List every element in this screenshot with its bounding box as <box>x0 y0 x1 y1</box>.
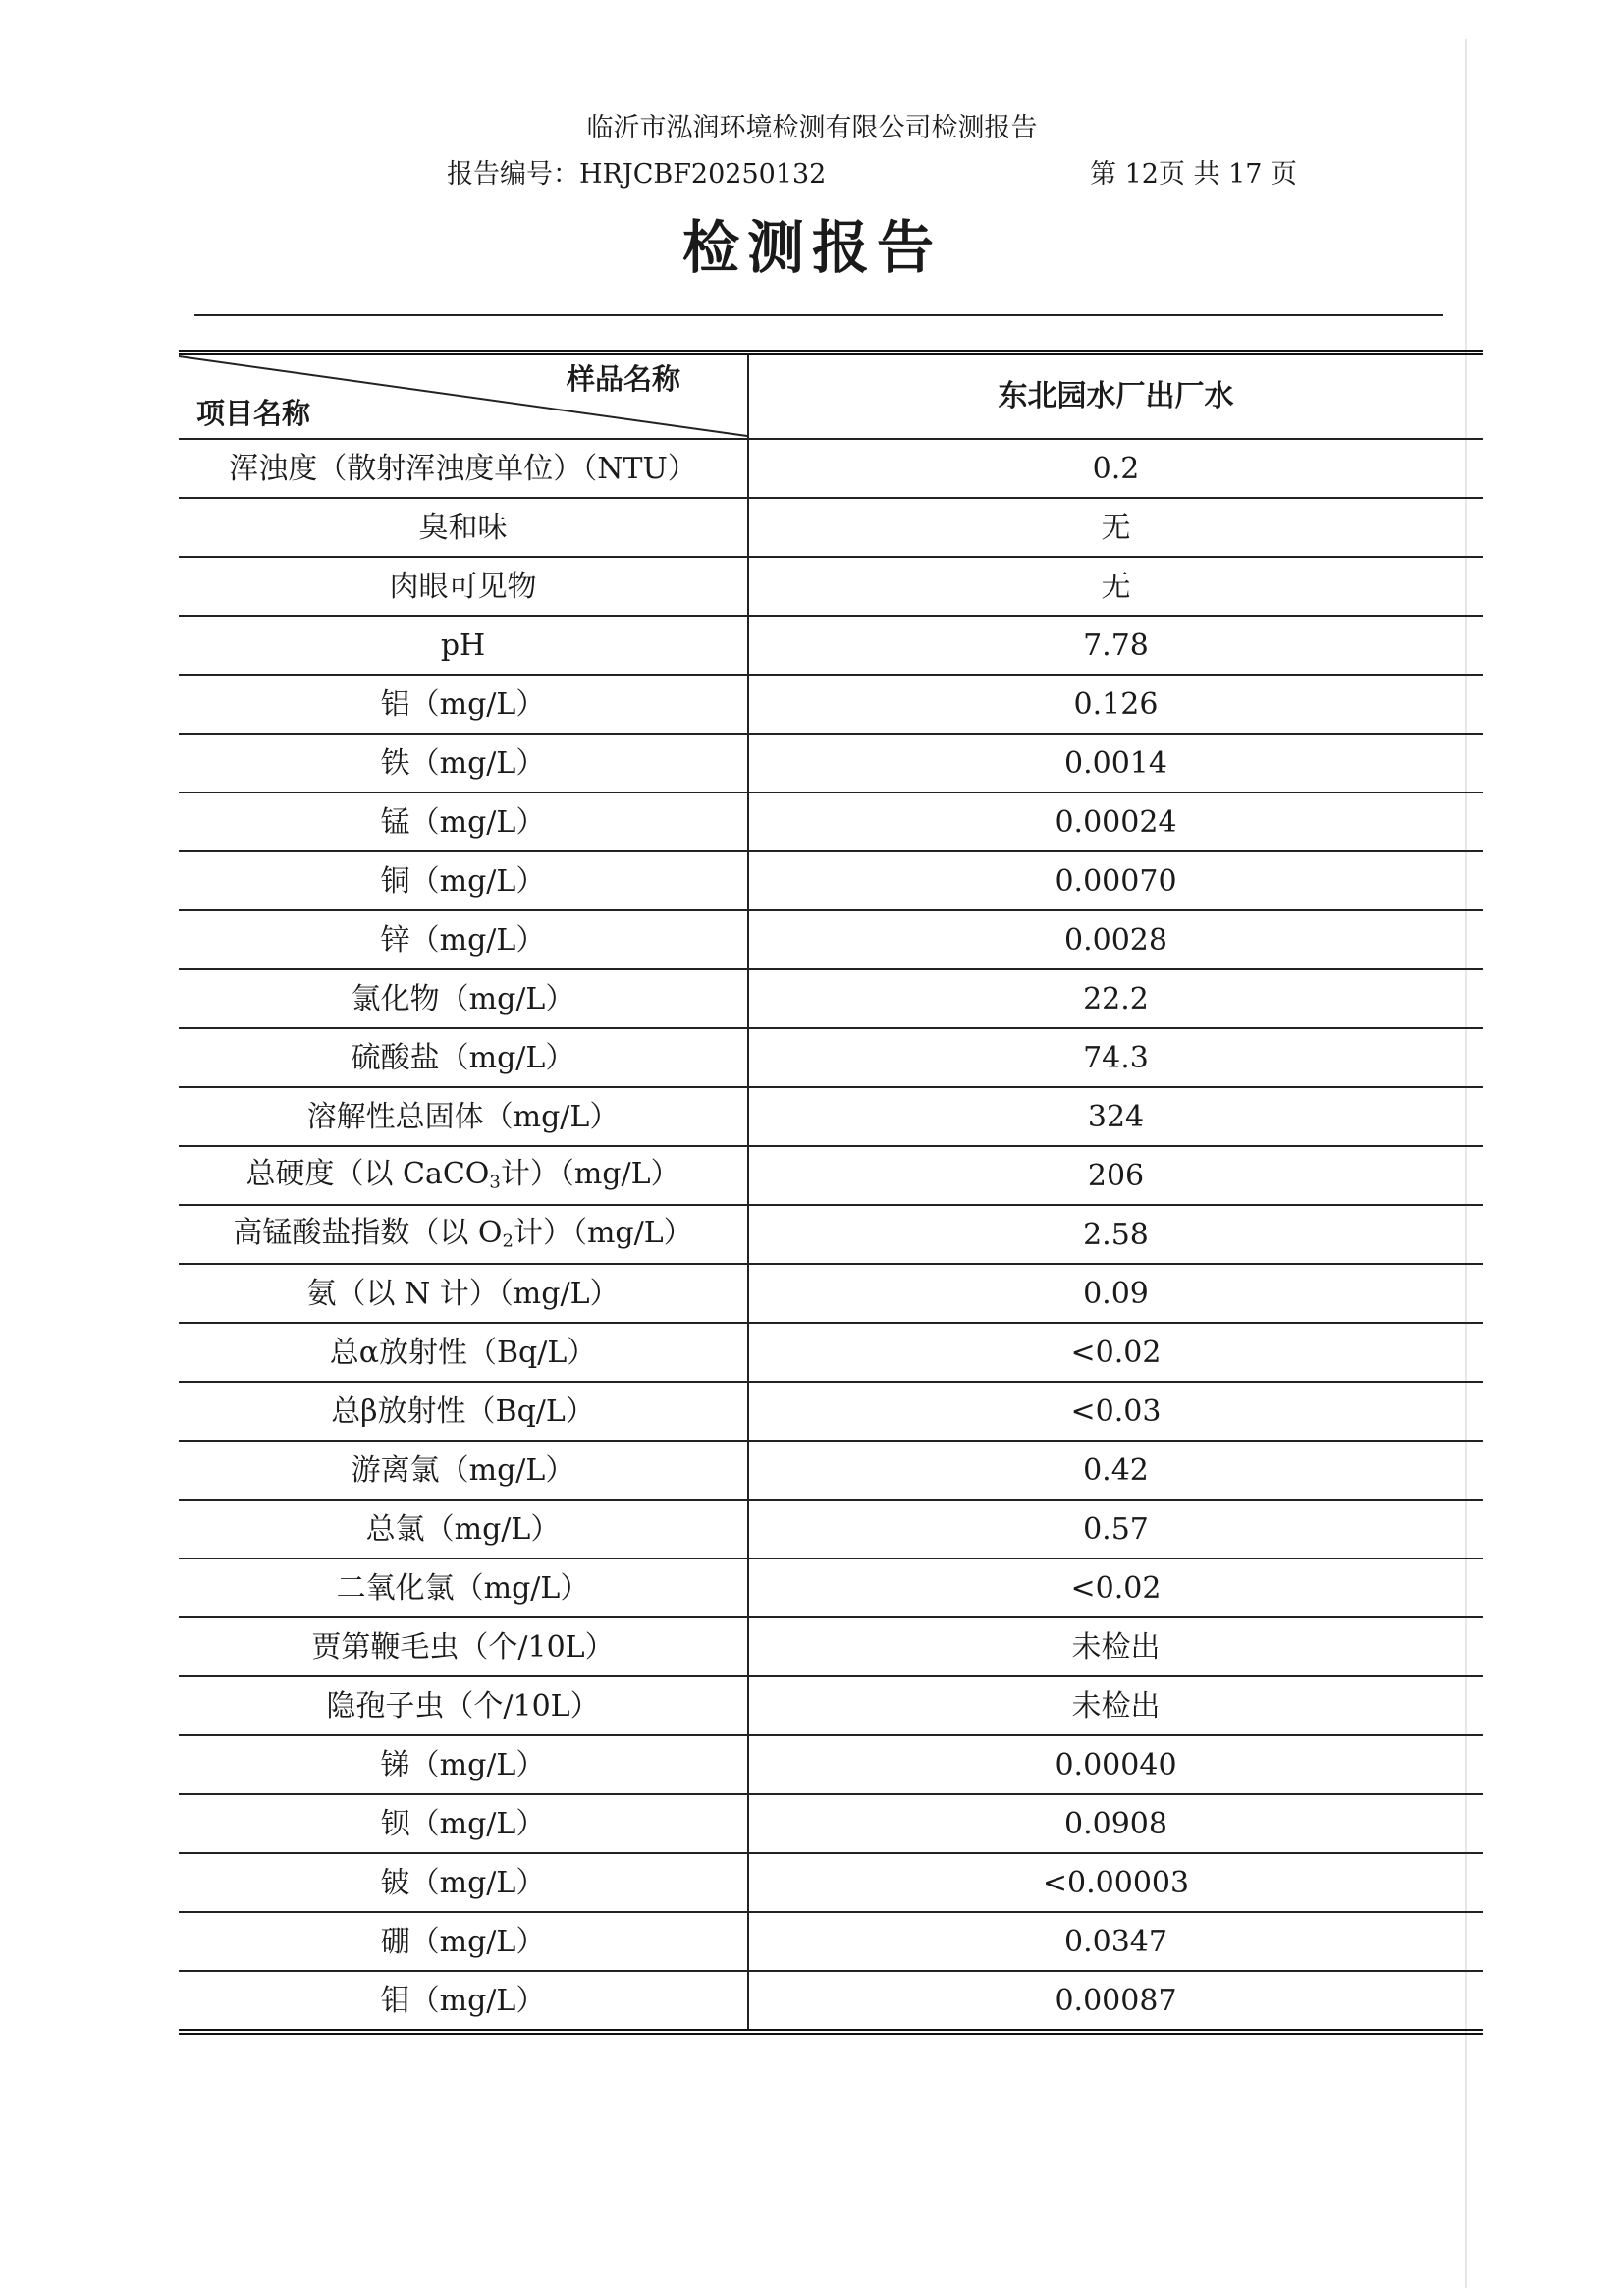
item-name-cell: 氨（以 N 计）（mg/L） <box>179 1264 748 1323</box>
header-divider <box>194 314 1443 316</box>
item-name-cell: 游离氯（mg/L） <box>179 1441 748 1500</box>
table-row <box>179 1323 1483 1382</box>
item-name-cell: 硼（mg/L） <box>179 1912 748 1971</box>
result-value-cell: 0.126 <box>748 675 1483 734</box>
result-value-cell: <0.03 <box>748 1382 1483 1441</box>
item-name-cell: 总氯（mg/L） <box>179 1500 748 1558</box>
result-value-cell: 0.0028 <box>748 910 1483 969</box>
item-name-cell: 铝（mg/L） <box>179 675 748 734</box>
item-name-cell: 氯化物（mg/L） <box>179 969 748 1028</box>
table-row <box>179 1087 1483 1146</box>
table-row <box>179 1441 1483 1500</box>
sample-column-header <box>748 353 1483 440</box>
table-row <box>179 557 1483 616</box>
table-row <box>179 439 1483 498</box>
result-value-cell: 0.0014 <box>748 734 1483 793</box>
item-name-cell: 钼（mg/L） <box>179 1971 748 2032</box>
table-row <box>179 1853 1483 1912</box>
table-row <box>179 1971 1483 2032</box>
table-row <box>179 1558 1483 1617</box>
result-value-cell: 0.42 <box>748 1441 1483 1500</box>
item-name-part: 高锰酸盐指数（以 O <box>233 1216 503 1251</box>
result-value-cell: 0.0908 <box>748 1794 1483 1853</box>
item-name-cell: 钡（mg/L） <box>179 1794 748 1853</box>
report-number: 报告编号：HRJCBF20250132 <box>447 159 827 190</box>
item-name-cell: 总β放射性（Bq/L） <box>179 1382 748 1441</box>
item-name-cell: 锑（mg/L） <box>179 1735 748 1794</box>
result-value-cell: 未检出 <box>748 1617 1483 1676</box>
result-value-cell: 206 <box>748 1146 1483 1205</box>
table-header-row <box>179 353 1483 440</box>
result-value-cell: 0.09 <box>748 1264 1483 1323</box>
result-value-cell: 0.00070 <box>748 851 1483 910</box>
item-name-cell: 臭和味 <box>179 498 748 557</box>
table-row <box>179 498 1483 557</box>
table-row <box>179 910 1483 969</box>
item-name-subscript: 3 <box>489 1172 501 1193</box>
item-name-cell: 总α放射性（Bq/L） <box>179 1323 748 1382</box>
table-row <box>179 616 1483 675</box>
result-value-cell: 0.00040 <box>748 1735 1483 1794</box>
item-name-part: 计）（mg/L） <box>500 1157 680 1192</box>
result-value-cell: 无 <box>748 557 1483 616</box>
table-row <box>179 851 1483 910</box>
result-value-cell: <0.02 <box>748 1558 1483 1617</box>
result-value-cell: 0.00087 <box>1055 1983 1177 2018</box>
corner-label-item: 项目名称 <box>196 397 311 431</box>
table-row <box>179 969 1483 1028</box>
result-value-cell: 0.2 <box>748 439 1483 498</box>
item-name-cell: 硫酸盐（mg/L） <box>179 1028 748 1087</box>
table-row <box>179 793 1483 851</box>
result-value-cell: 324 <box>748 1087 1483 1146</box>
table-row <box>179 1500 1483 1558</box>
result-value-cell: 0.00024 <box>748 793 1483 851</box>
item-name-cell: 二氧化氯（mg/L） <box>179 1558 748 1617</box>
result-value-cell: 0.0347 <box>748 1912 1483 1971</box>
sample-name: 东北园水厂出厂水 <box>998 379 1234 413</box>
item-name-cell: 锰（mg/L） <box>179 793 748 851</box>
table-row <box>179 1028 1483 1087</box>
document-title: 检测报告 <box>681 214 942 281</box>
item-name-cell: pH <box>179 616 748 675</box>
table-row <box>179 1264 1483 1323</box>
item-name-subscript: 2 <box>502 1230 514 1252</box>
result-value-cell: 74.3 <box>748 1028 1483 1087</box>
table-row <box>179 734 1483 793</box>
item-name-part: 计）（mg/L） <box>513 1216 693 1251</box>
item-name-cell: 溶解性总固体（mg/L） <box>179 1087 748 1146</box>
table-row <box>179 675 1483 734</box>
item-name-cell: 铜（mg/L） <box>179 851 748 910</box>
page-indicator: 第 12页 共 17 页 <box>1090 159 1298 190</box>
item-name-cell: 铍（mg/L） <box>179 1853 748 1912</box>
test-results-table <box>179 350 1483 2035</box>
company-report-heading: 临沂市泓润环境检测有限公司检测报告 <box>586 113 1038 143</box>
result-value-cell: 无 <box>748 498 1483 557</box>
table-row <box>179 1617 1483 1676</box>
result-value-cell: 未检出 <box>748 1676 1483 1735</box>
item-name-cell: 肉眼可见物 <box>179 557 748 616</box>
item-name-cell: 贾第鞭毛虫（个/10L） <box>179 1617 748 1676</box>
corner-label-sample: 样品名称 <box>566 362 680 396</box>
item-name-cell <box>179 1205 748 1264</box>
table-row <box>179 1382 1483 1441</box>
item-name-cell: 锌（mg/L） <box>179 910 748 969</box>
result-value-cell: 22.2 <box>748 969 1483 1028</box>
item-name-cell <box>179 1146 748 1205</box>
item-name-part: 总硬度（以 CaCO <box>245 1157 490 1192</box>
result-value-cell: <0.02 <box>748 1323 1483 1382</box>
table-row <box>179 1146 1483 1205</box>
table-row <box>179 1794 1483 1853</box>
result-value-cell: 7.78 <box>748 616 1483 675</box>
table-row <box>179 1735 1483 1794</box>
item-name-cell: 铁（mg/L） <box>179 734 748 793</box>
table-row <box>179 1912 1483 1971</box>
item-name-cell: 浑浊度（散射浑浊度单位）（NTU） <box>179 439 748 498</box>
item-name-cell: 隐孢子虫（个/10L） <box>179 1676 748 1735</box>
table-row <box>179 1205 1483 1264</box>
result-value-cell: <0.00003 <box>748 1853 1483 1912</box>
result-value-cell: 0.57 <box>748 1500 1483 1558</box>
table-row <box>179 1676 1483 1735</box>
result-value-cell: 2.58 <box>748 1205 1483 1264</box>
table-corner-cell <box>179 353 748 440</box>
